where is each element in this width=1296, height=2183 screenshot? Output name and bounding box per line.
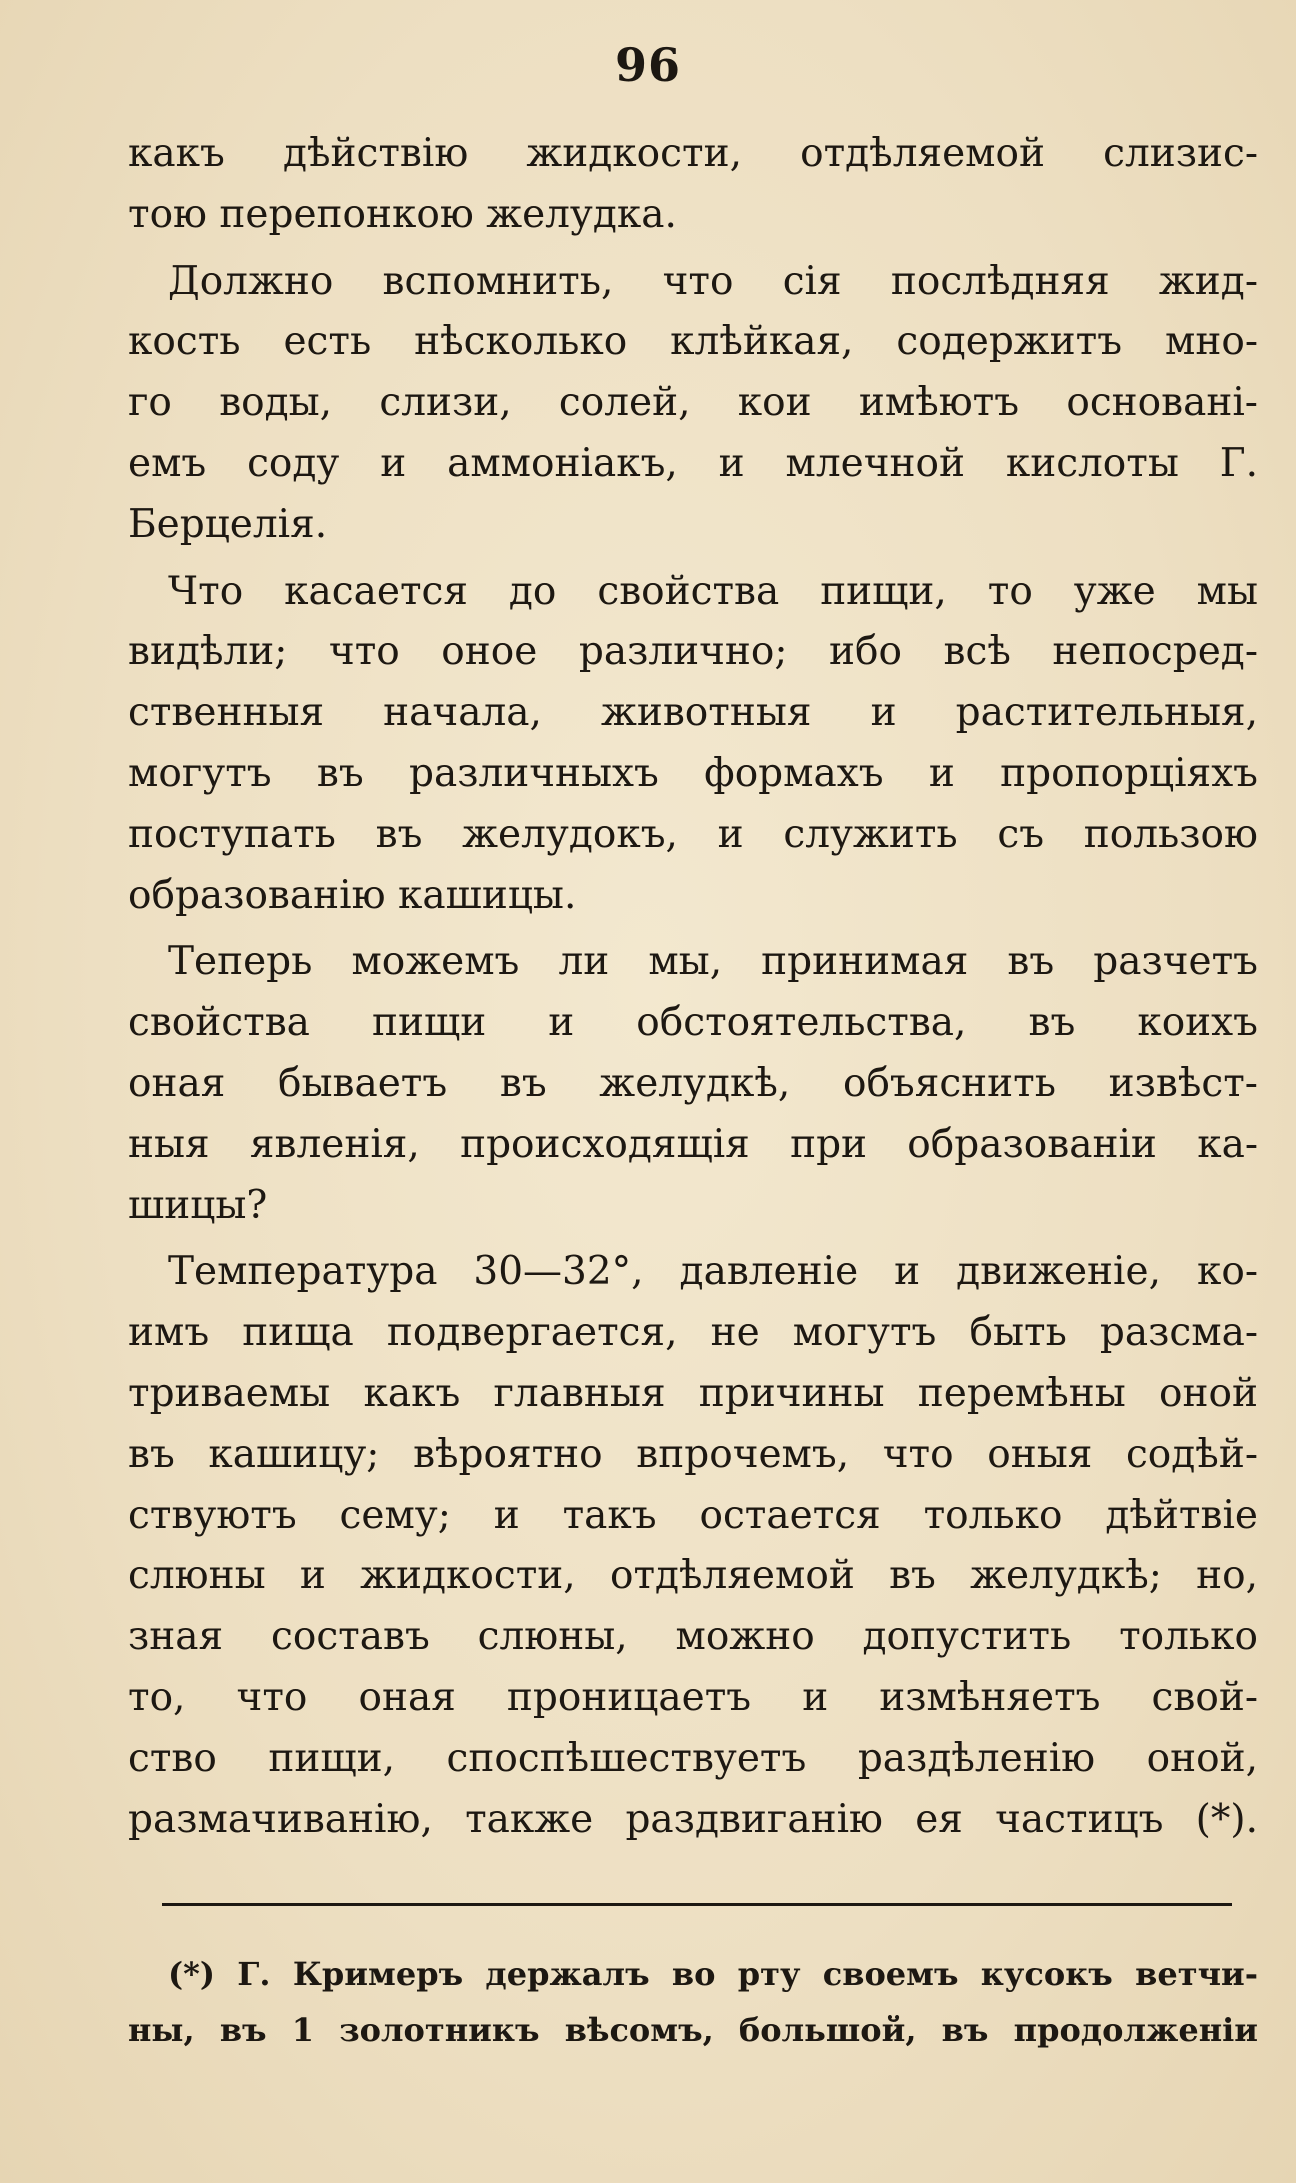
footnote-line: (*) Г. Кримеръ держалъ во рту своемъ кусокъ ветчи- [168,1955,1258,1993]
footnote [128,1946,1258,2058]
text-line: емъ соду и аммоніакъ, и млечной кислоты Г. [128,440,1258,486]
text-line: размачиванію, также раздвиганію ея частицъ (*). [128,1796,1258,1842]
text-line: слюны и жидкости, отдѣляемой въ желудкѣ; но, [128,1553,1258,1599]
text-line: тою перепонкою желудка. [128,191,677,237]
text-line: поступать въ желудокъ, и служить съ пользою [128,811,1258,857]
text-line: ныя явленія, происходящія при образованіи ка- [128,1121,1258,1167]
text-line: Теперь можемъ ли мы, принимая въ разчетъ [168,939,1258,985]
text-line: то, что оная проницаетъ и измѣняетъ свой- [128,1674,1258,1720]
page-number: 96 [614,38,681,92]
text-line: видѣли; что оное различно; ибо всѣ непосред- [128,629,1258,675]
text-line: имъ пища подвергается, не могутъ быть разсма- [128,1310,1258,1356]
text-line: зная составъ слюны, можно допустить только [128,1614,1258,1660]
text-line: триваемы какъ главныя причины перемѣны оной [128,1370,1258,1416]
text-line: ственныя начала, животныя и растительныя, [128,690,1258,736]
text-line: ствуютъ сему; и такъ остается только дѣйтвіе [128,1492,1258,1538]
text-line: въ кашицу; вѣроятно впрочемъ, что оныя содѣй- [128,1431,1258,1477]
text-line: кость есть нѣсколько клѣйкая, содержитъ мно- [128,319,1258,365]
text-line: Берцелія. [128,501,328,547]
text-line: могутъ въ различныхъ формахъ и пропорціяхъ [128,750,1258,796]
text-line: ство пищи, споспѣшествуетъ раздѣленію оной, [128,1735,1258,1781]
text-line: образованію кашицы. [128,872,577,918]
text-line: Что касается до свойства пищи, то уже мы [168,568,1258,614]
body-text [128,124,1258,1850]
text-line: какъ дѣйствію жидкости, отдѣляемой слизис- [128,131,1258,176]
text-line: го воды, слизи, солей, кои имѣютъ основані- [128,380,1258,426]
footnote-divider [162,1903,1232,1906]
text-line: Температура 30—32°, давленіе и движеніе, ко- [168,1249,1258,1295]
text-line: свойства пищи и обстоятельства, въ коихъ [128,1000,1258,1046]
text-line: оная бываетъ въ желудкѣ, объяснить извѣст- [128,1060,1258,1106]
text-line: Должно вспомнить, что сія послѣдняя жид- [168,258,1258,304]
text-line: шицы? [128,1182,268,1228]
footnote-line: ны, въ 1 золотникъ вѣсомъ, большой, въ продолженіи [128,2011,1258,2049]
